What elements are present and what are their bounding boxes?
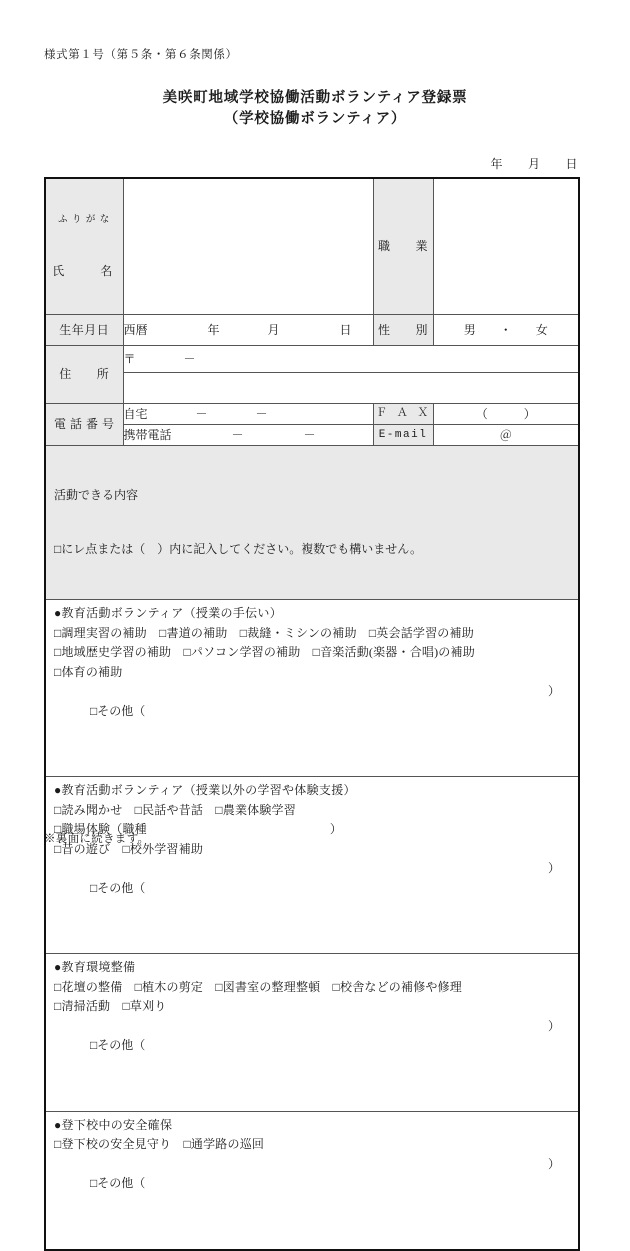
furigana-label: ふ り が な	[58, 215, 111, 225]
fax-label-cell: Ｆ Ａ Ｘ	[373, 404, 433, 425]
section-heading: ●教育環境整備	[54, 960, 136, 974]
section-other-row[interactable]	[54, 1017, 570, 1095]
activity-section-cell-1	[45, 600, 579, 777]
section-checkbox-row[interactable]: □体育の補助	[54, 664, 123, 679]
activity-notice-block	[46, 446, 578, 599]
form-number: 様式第１号（第５条・第６条関係）	[44, 49, 238, 61]
birthdate-label-cell: 生年月日	[45, 315, 123, 346]
gender-label-cell: 性 別	[373, 315, 433, 346]
name-label-cell	[45, 178, 123, 315]
table-row-phone-home	[45, 404, 579, 425]
occupation-label-cell: 職 業	[373, 178, 433, 315]
activity-notice-cell	[45, 446, 579, 600]
email-label-cell: E-mail	[373, 425, 433, 446]
other-close-paren: ）	[548, 1018, 561, 1033]
phone-mobile-cell[interactable]: 携帯電話 － －	[123, 425, 373, 446]
section-other-row[interactable]	[54, 1155, 570, 1233]
address-input-cell[interactable]	[123, 373, 579, 404]
phone-home-cell[interactable]: 自宅 － －	[123, 404, 373, 425]
table-row-phone-mobile	[45, 425, 579, 446]
occupation-input-cell[interactable]	[433, 178, 579, 315]
activity-section-3	[46, 954, 578, 1111]
section-spacer	[54, 1095, 570, 1107]
table-row-section-1	[45, 600, 579, 777]
registration-form-table	[44, 177, 580, 1251]
other-label: □その他（	[90, 1038, 146, 1052]
section-checkbox-row[interactable]: □登下校の安全見守り □通学路の巡回	[54, 1137, 265, 1151]
activity-section-cell-3	[45, 954, 579, 1112]
table-row-birthdate	[45, 315, 579, 346]
section-heading: ●登下校中の安全確保	[54, 1117, 173, 1132]
section-spacer	[54, 1233, 570, 1245]
other-label: □その他（	[90, 880, 146, 895]
other-close-paren: ）	[548, 861, 561, 875]
section-other-row[interactable]	[54, 682, 570, 760]
activity-notice-instruction: □にレ点または（ ）内に記入してください。複数でも構いません。	[54, 542, 422, 556]
activity-section-cell-4	[45, 1111, 579, 1250]
other-close-paren: ）	[548, 1156, 561, 1171]
birthdate-input-cell[interactable]: 西暦 年 月 日	[123, 315, 373, 346]
other-label: □その他（	[90, 1176, 146, 1190]
address-postal-cell[interactable]: 〒 －	[123, 346, 579, 373]
table-row-activity-notice	[45, 446, 579, 600]
section-other-row[interactable]	[54, 859, 570, 937]
table-row-name	[45, 178, 579, 315]
other-close-paren: ）	[548, 684, 561, 698]
date-entry-line[interactable]: 年 月 日	[490, 157, 578, 171]
section-checkbox-row[interactable]: □花壇の整備 □植木の剪定 □図書室の整理整頓 □校舎などの補修や修理	[54, 979, 462, 994]
section-checkbox-row[interactable]: □地域歴史学習の補助 □パソコン学習の補助 □音楽活動(楽器・合唱)の補助	[54, 645, 475, 659]
activity-section-cell-2	[45, 777, 579, 954]
table-row-section-2	[45, 777, 579, 954]
other-label: □その他（	[90, 703, 146, 718]
activity-section-1	[46, 600, 578, 776]
phone-label-cell: 電 話 番 号	[45, 404, 123, 446]
section-spacer	[54, 937, 570, 949]
footer-note: ※裏面に続きます。	[44, 833, 150, 845]
section-heading: ●教育活動ボランティア（授業以外の学習や体験支援）	[54, 783, 356, 797]
name-label: 氏 名	[52, 264, 117, 278]
email-input-cell[interactable]: ＠	[433, 425, 579, 446]
table-row-section-4	[45, 1111, 579, 1250]
section-checkbox-row[interactable]: □清掃活動 □草刈り	[54, 999, 167, 1013]
gender-choice-cell[interactable]: 男 ・ 女	[433, 315, 579, 346]
table-row-address-detail	[45, 373, 579, 404]
section-heading: ●教育活動ボランティア（授業の手伝い）	[54, 606, 282, 620]
title-line-2: （学校協働ボランティア）	[223, 111, 407, 127]
activity-section-4	[46, 1112, 578, 1249]
title-line-1: 美咲町地域学校協働活動ボランティア登録票	[162, 90, 468, 106]
section-checkbox-row[interactable]: □読み聞かせ □民話や昔話 □農業体験学習	[54, 802, 296, 817]
fax-input-cell[interactable]: （ ）	[433, 404, 579, 425]
address-label-cell: 住 所	[45, 346, 123, 404]
activity-section-2	[46, 777, 578, 953]
section-checkbox-row[interactable]: □調理実習の補助 □書道の補助 □裁縫・ミシンの補助 □英会話学習の補助	[54, 625, 474, 640]
document-title	[0, 88, 630, 130]
section-checkbox-row[interactable]: □昔の遊び □校外学習補助	[54, 841, 204, 856]
table-row-section-3	[45, 954, 579, 1112]
table-row-address-postal	[45, 346, 579, 373]
name-input-cell[interactable]	[123, 178, 373, 315]
section-spacer	[54, 760, 570, 772]
activity-notice-title: 活動できる内容	[54, 488, 139, 502]
section-checkbox-row[interactable]: □職場体験（職種 ）	[54, 822, 343, 836]
